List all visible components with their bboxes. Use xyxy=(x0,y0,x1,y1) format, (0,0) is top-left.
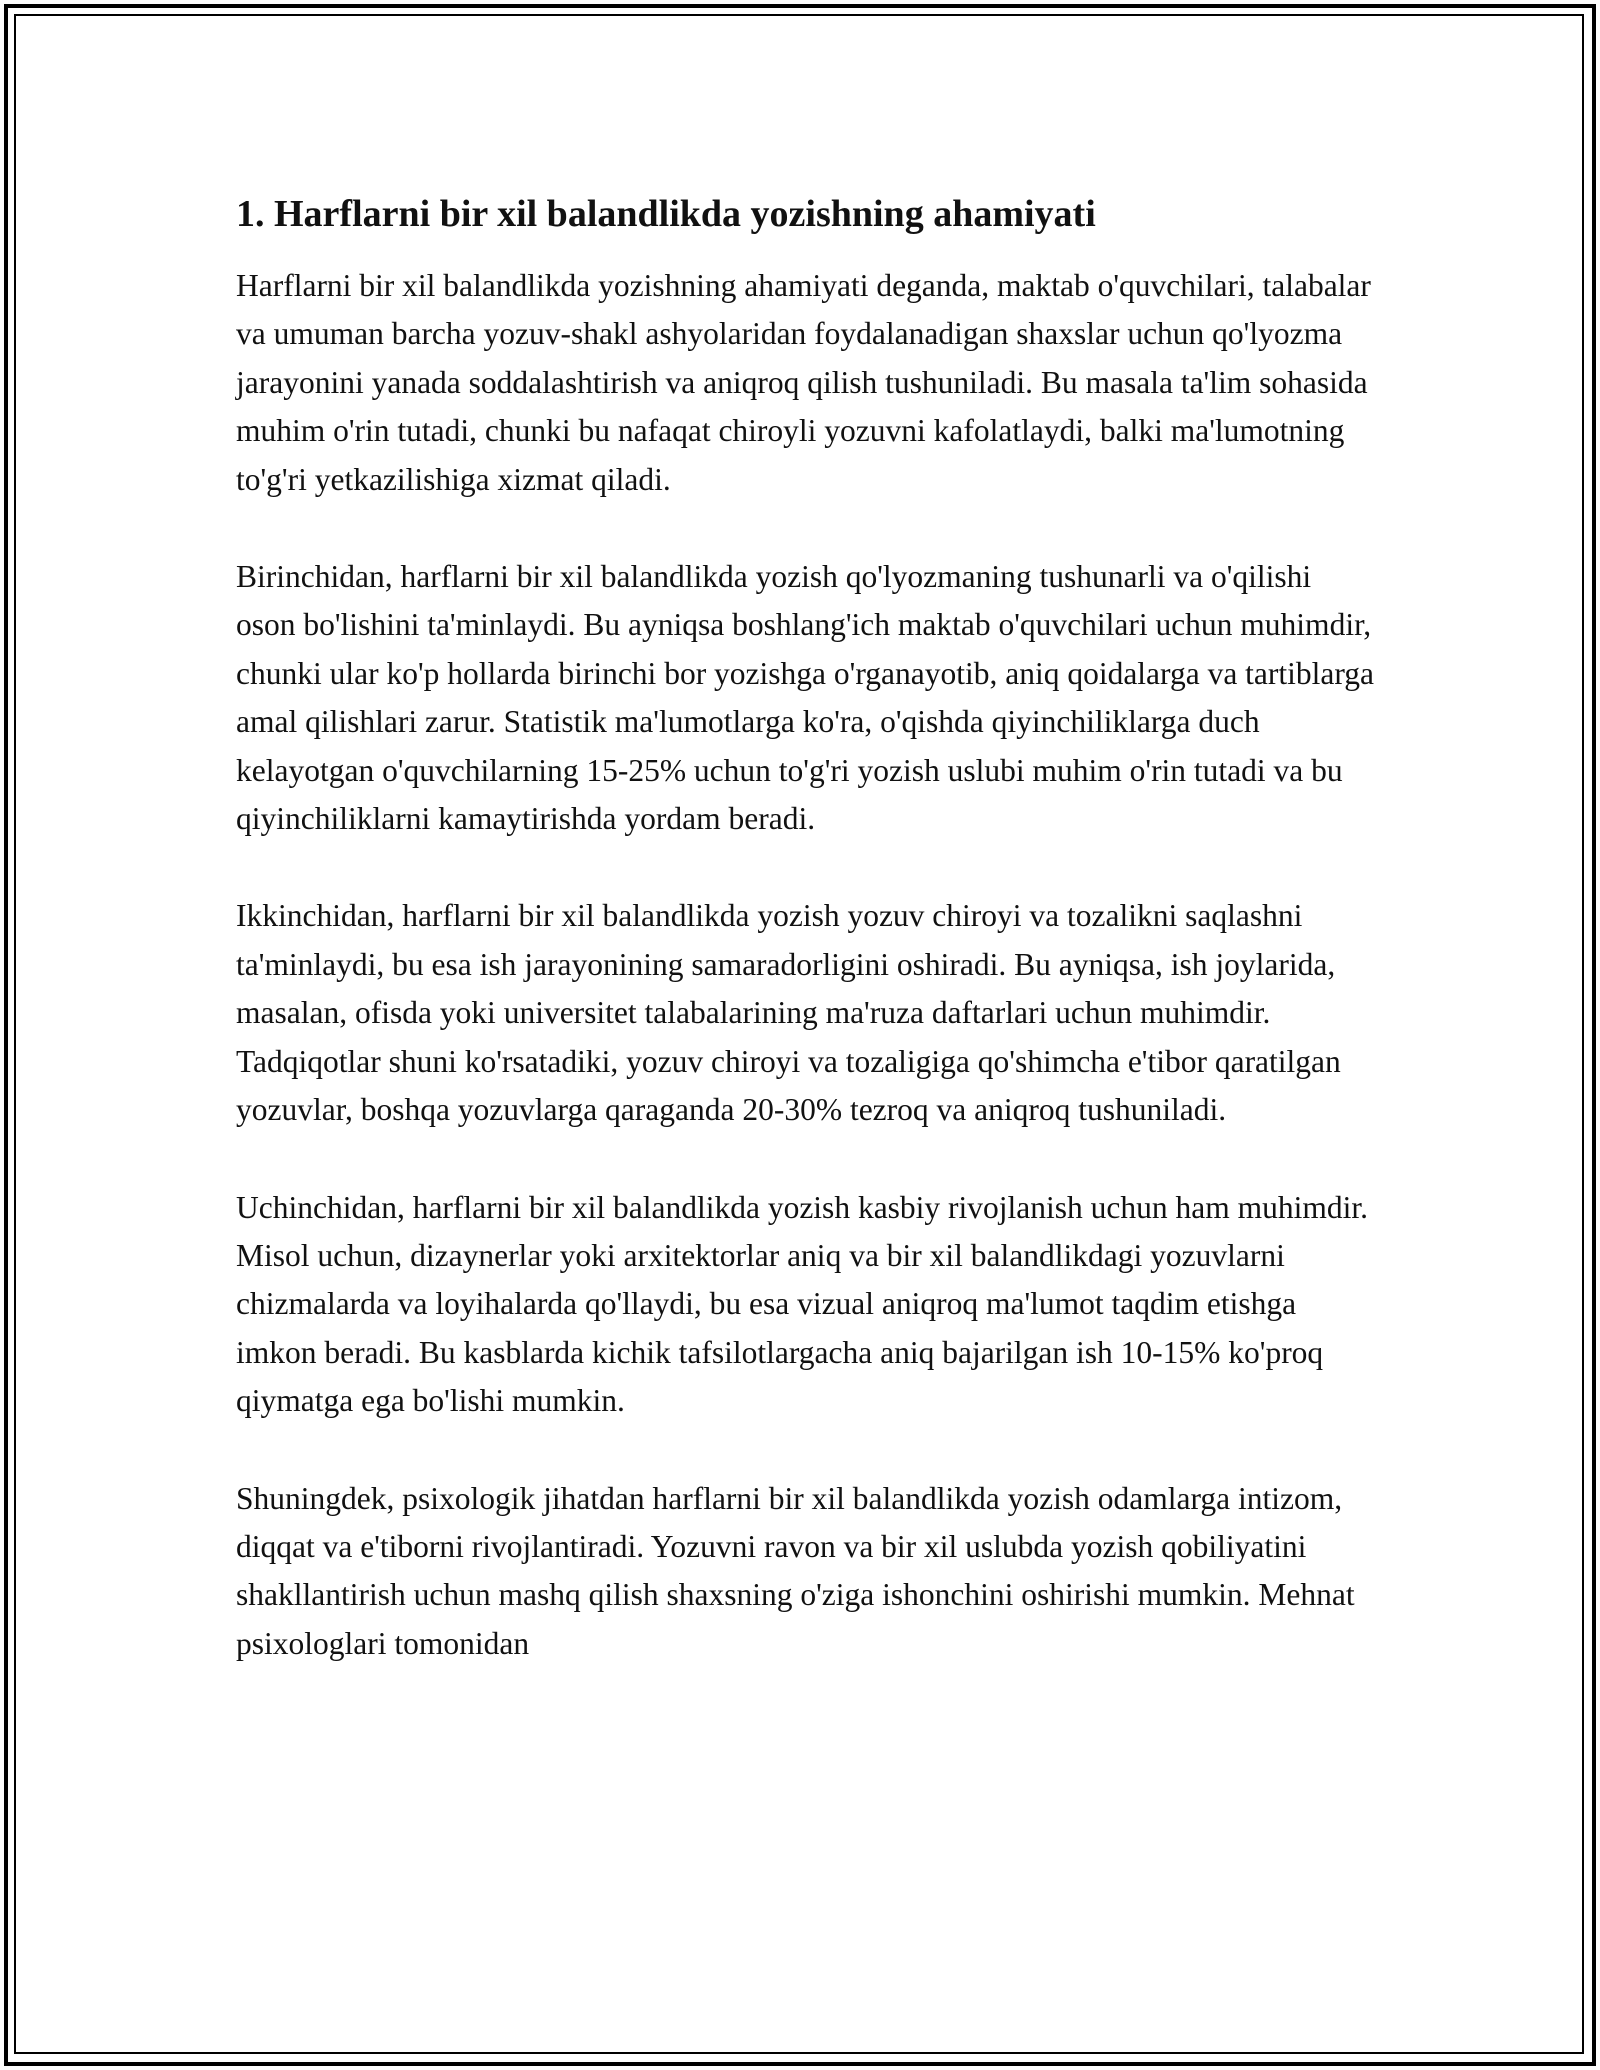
section-heading: 1. Harflarni bir xil balandlikda yozishning ahamiyati xyxy=(236,193,1096,235)
paragraph-third-point: Uchinchidan, harflarni bir xil balandlikda yozish kasbiy rivojlanish uchun ham muhimdir. Misol uchun, dizaynerlar yoki arxitektorlar aniq va bir xil balandlikdagi yozuvlarni chizmalarda va loyihalarda qo'llaydi, bu esa vizual aniqroq ma'lumot taqdim etishga imkon beradi. Bu kasblarda kichik tafsilotlargacha aniq bajarilgan ish 10-15% ko'proq qiymatga ega bo'lishi mumkin. xyxy=(236,1189,1369,1419)
paragraph-second-point: Ikkinchidan, harflarni bir xil balandlikda yozish yozuv chiroyi va tozalikni saqlashni ta'minlaydi, bu esa ish jarayonining samaradorligini oshiradi. Bu ayniqsa, ish joylarida, masalan, ofisda yoki universitet talabalarining ma'ruza daftarlari uchun muhimdir. Tadqiqotlar shuni ko'rsatadiki, yozuv chiroyi va tozaligiga qo'shimcha e'tibor qaratilgan yozuvlar, boshqa yozuvlarga qaraganda 20-30% tezroq va aniqroq tushuniladi. xyxy=(236,898,1341,1128)
paragraph-first-point: Birinchidan, harflarni bir xil balandlikda yozish qo'lyozmaning tushunarli va o'qilishi oson bo'lishini ta'minlaydi. Bu ayniqsa boshlang'ich maktab o'quvchilari uchun muhimdir, chunki ular ko'p hollarda birinchi bor yozishga o'rganayotib, aniq qoidalarga va tartiblarga amal qilishlari zarur. Statistik ma'lumotlarga ko'ra, o'qishda qiyinchiliklarga duch kelayotgan o'quvchilarning 15-25% uchun to'g'ri yozish uslubi muhim o'rin tutadi va bu qiyinchiliklarni kamaytirishda yordam beradi. xyxy=(236,559,1375,837)
document-body xyxy=(236,188,1376,1717)
paragraph-psychology: Shuningdek, psixologik jihatdan harflarni bir xil balandlikda yozish odamlarga intizom, diqqat va e'tiborni rivojlantiradi. Yozuvni ravon va bir xil uslubda yozish qobiliyatini shakllantirish uchun mashq qilish shaxsning o'ziga ishonchini oshirishi mumkin. Mehnat psixologlari tomonidan xyxy=(236,1480,1355,1661)
paragraph-intro: Harflarni bir xil balandlikda yozishning ahamiyati deganda, maktab o'quvchilari, talabalar va umuman barcha yozuv-shakl ashyolaridan foydalanadigan shaxslar uchun qo'lyozma jarayonini yanada soddalashtirish va aniqroq qilish tushuniladi. Bu masala ta'lim sohasida muhim o'rin tutadi, chunki bu nafaqat chiroyli yozuvni kafolatlaydi, balki ma'lumotning to'g'ri yetkazilishiga xizmat qiladi. xyxy=(236,268,1371,497)
